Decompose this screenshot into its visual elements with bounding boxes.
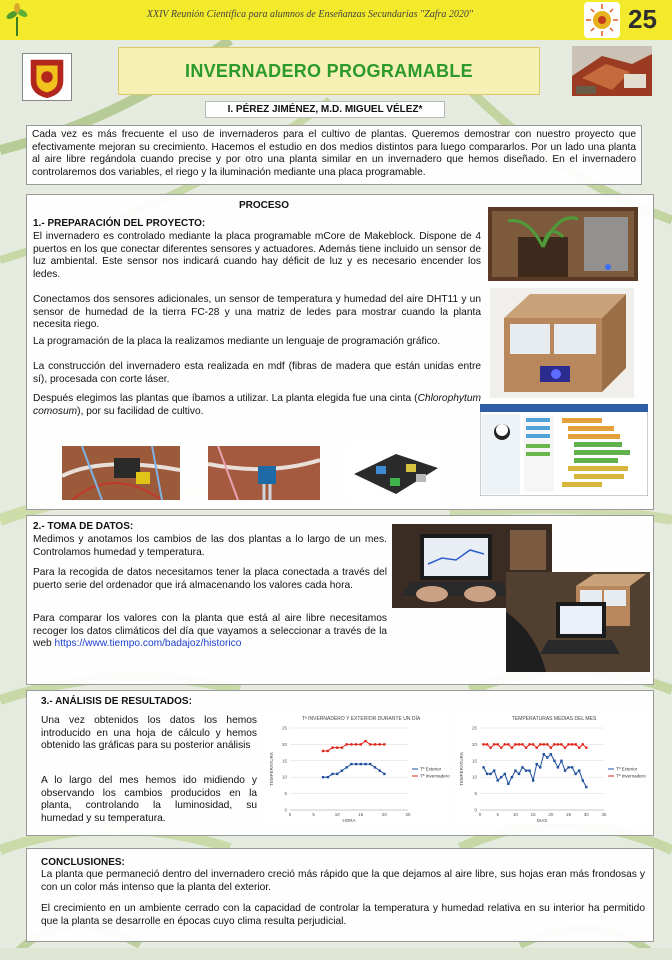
data-point — [327, 776, 329, 778]
data-collection-paragraph-1: Medimos y anotamos los cambios de las dos plantas a lo largo de un mes. Controlamos humedad y temperatura. — [33, 534, 387, 558]
data-point — [574, 773, 576, 775]
data-point — [369, 763, 371, 765]
y-tick-label: 0 — [284, 807, 287, 813]
x-tick-label: 10 — [512, 812, 518, 817]
sensor-wiring-photo-1 — [62, 446, 180, 500]
data-point — [331, 746, 333, 748]
data-point — [345, 743, 347, 745]
data-collection-paragraph-2: Para la recogida de datos necesitamos tener la placa conectada a través del puerto serie del ordenador que irá almacenando los valores cada hora. — [33, 567, 387, 591]
data-point — [364, 740, 366, 742]
intro-text: Cada vez es más frecuente el uso de invernaderos para el cultivo de plantas. Queremos demostrar con nuestro proyecto que efectivamente mejoran su crecimiento. Hacemos el estudio en dos medios distintos para luego compararlos. Por un lado una planta al aire libre regándola cuando precise y por otro una planta similar en un invernadero que hemos diseñado. En el invernadero controlaremos dos variables, el riego y la iluminación mediante una placa programable. — [32, 129, 636, 178]
x-tick-label: 5 — [496, 812, 499, 817]
data-point — [582, 779, 584, 781]
chart-title: Tª INVERNADERO Y EXTERIOR DURANTE UN DÍA — [301, 716, 421, 722]
data-point — [564, 769, 566, 771]
y-tick-label: 25 — [471, 725, 477, 731]
data-point — [369, 743, 371, 745]
y-tick-label: 15 — [471, 758, 477, 764]
event-name: XXIV Reunión Científica para alumnos de Enseñanzas Secundarias "Zafra 2020" — [146, 9, 474, 20]
legend-entry: Tª Invernadero — [616, 773, 646, 779]
data-point — [500, 776, 502, 778]
data-point — [504, 743, 506, 745]
x-tick-label: 30 — [583, 812, 589, 817]
laptop-greenhouse-photo-2 — [506, 572, 650, 672]
intro-section — [26, 125, 642, 185]
x-tick-label: 5 — [312, 812, 315, 817]
data-point — [582, 743, 584, 745]
preparation-paragraph-2: Conectamos dos sensores adicionales, un sensor de temperatura y humedad del aire DHT11 y un sensor de humedad de la tierra FC-28 y una matriz de ledes para mostrar cuando la planta necesita riego. — [33, 294, 481, 331]
data-point — [550, 753, 552, 755]
event-sun-logo-icon — [584, 2, 620, 38]
data-point — [345, 766, 347, 768]
data-point — [489, 746, 491, 748]
results-subheading: 3.- ANÁLISIS DE RESULTADOS: — [41, 696, 192, 707]
data-point — [383, 743, 385, 745]
results-paragraph-1: Una vez obtenidos los datos los hemos introducido en una hoja de cálculo y hemos obtenido las gráficas para su posterior análisis — [41, 715, 257, 752]
plant-logo-icon — [4, 3, 30, 37]
data-point — [564, 746, 566, 748]
data-point — [578, 769, 580, 771]
bottom-strip — [0, 948, 672, 960]
data-point — [578, 746, 580, 748]
weather-text: Para comparar los valores con la planta que está al aire libre necesitamos recoger los datos climáticos del día que vayamos a seleccionar a través de la web — [33, 613, 387, 650]
x-tick-label: 20 — [548, 812, 554, 817]
data-point — [528, 769, 530, 771]
data-point — [511, 746, 513, 748]
poster-title: INVERNADERO PROGRAMABLE — [185, 60, 473, 81]
data-point — [360, 743, 362, 745]
preparation-paragraph-5 — [33, 393, 481, 418]
school-logo-icon — [22, 53, 72, 101]
results-paragraph-2: A lo largo del mes hemos ido midiendo y observando los cambios producidos en la planta, controlando la luminosidad, su humedad y su temperatura. — [41, 775, 257, 824]
data-point — [518, 743, 520, 745]
data-point — [507, 743, 509, 745]
data-point — [567, 766, 569, 768]
data-point — [571, 766, 573, 768]
x-tick-label: 0 — [478, 812, 482, 817]
chart-title: TEMPERATURAS MEDIAS DEL MES — [511, 716, 597, 722]
preparation-paragraph-3: La programación de la placa la realizamos mediante un lenguaje de programación gráfico. — [33, 336, 441, 347]
preparation-paragraph-4: La construcción del invernadero esta realizada en mdf (fibras de madera que están unidas entre sí), procesada con corte láser. — [33, 361, 481, 385]
data-point — [486, 773, 488, 775]
preparation-paragraph-1: El invernadero es controlado mediante la placa programable mCore de Makeblock. Dispone de 4 puertos en los que conectar diferentes sensores y actuadores. Además tiene incluido un sensor de luz ambiental. Este sensor nos indicará cuando hay déficit de luz y es necesario encender los ledes. — [33, 231, 481, 280]
data-point — [511, 776, 513, 778]
process-heading: PROCESO — [239, 200, 290, 211]
conclusions-paragraph-2: El crecimiento en un ambiente cerrado con la capacidad de controlar la temperatura y humedad relativa en su interior ha permitido que la planta se desarrolle en épocas cuyo clima resulta perjudicial. — [41, 903, 645, 927]
x-tick-label: 25 — [566, 812, 572, 817]
data-point — [543, 753, 545, 755]
y-tick-label: 25 — [281, 725, 287, 731]
data-collection-subheading: 2.- TOMA DE DATOS: — [33, 521, 134, 532]
y-tick-label: 5 — [284, 791, 287, 797]
greenhouse-roof-photo — [572, 46, 652, 96]
data-point — [383, 773, 385, 775]
data-point — [553, 743, 555, 745]
data-point — [482, 743, 484, 745]
monthly-temperature-chart — [456, 712, 646, 824]
y-tick-label: 10 — [471, 774, 477, 780]
data-point — [331, 773, 333, 775]
y-axis-label: TEMPERATURA — [459, 752, 464, 786]
y-tick-label: 5 — [474, 791, 477, 797]
data-point — [493, 769, 495, 771]
data-point — [535, 746, 537, 748]
data-point — [514, 743, 516, 745]
data-point — [374, 743, 376, 745]
data-collection-paragraph-3 — [33, 613, 387, 651]
data-point — [546, 743, 548, 745]
daily-temperature-chart — [266, 712, 450, 824]
data-point — [378, 769, 380, 771]
data-point — [532, 743, 534, 745]
data-point — [585, 746, 587, 748]
data-point — [336, 746, 338, 748]
data-point — [327, 750, 329, 752]
data-point — [322, 776, 324, 778]
data-point — [521, 766, 523, 768]
data-point — [532, 779, 534, 781]
greenhouse-model-photo — [490, 288, 634, 398]
data-point — [355, 763, 357, 765]
data-point — [557, 766, 559, 768]
data-point — [539, 766, 541, 768]
y-tick-label: 15 — [281, 758, 287, 764]
data-point — [341, 769, 343, 771]
data-point — [514, 769, 516, 771]
data-point — [322, 750, 324, 752]
poster-title-box — [118, 47, 540, 95]
authors-box — [205, 101, 445, 118]
data-point — [585, 786, 587, 788]
authors: I. PÉREZ JIMÉNEZ, M.D. MIGUEL VÉLEZ* — [227, 104, 423, 115]
data-point — [553, 760, 555, 762]
data-point — [500, 746, 502, 748]
plant-text-before: Después elegimos las plantas que íbamos a utilizar. La planta elegida fue una cinta ( — [33, 393, 418, 404]
page-number: 25 — [628, 4, 657, 34]
data-point — [374, 766, 376, 768]
data-point — [521, 743, 523, 745]
mcore-board-photo — [346, 442, 444, 502]
data-point — [535, 763, 537, 765]
data-point — [525, 769, 527, 771]
y-tick-label: 0 — [474, 807, 477, 813]
greenhouse-plant-photo — [488, 207, 638, 281]
data-point — [525, 746, 527, 748]
x-tick-label: 35 — [601, 812, 607, 817]
x-axis-label: DIAS — [536, 818, 548, 823]
legend-entry: Tª Exterior — [420, 766, 442, 772]
x-tick-label: 15 — [530, 812, 536, 817]
data-point — [486, 743, 488, 745]
conclusions-section — [26, 848, 654, 942]
data-point — [493, 743, 495, 745]
data-point — [355, 743, 357, 745]
x-tick-label: 10 — [334, 812, 340, 817]
y-axis-label: TEMPERATURA — [269, 752, 274, 786]
plant-text-after: ), por su facilidad de cultivo. — [77, 405, 204, 417]
data-point — [557, 743, 559, 745]
data-point — [336, 773, 338, 775]
data-point — [497, 779, 499, 781]
x-tick-label: 25 — [405, 812, 411, 817]
data-point — [350, 763, 352, 765]
weather-link[interactable]: https://www.tiempo.com/badajoz/historico — [54, 638, 242, 650]
sensor-wiring-photo-2 — [208, 446, 320, 500]
data-point — [539, 743, 541, 745]
data-point — [360, 763, 362, 765]
x-axis-label: HORA — [342, 818, 356, 823]
plant-species: Chlorophytum comosum — [33, 393, 481, 417]
data-point — [543, 743, 545, 745]
data-point — [341, 746, 343, 748]
data-point — [489, 773, 491, 775]
data-point — [574, 743, 576, 745]
data-point — [507, 783, 509, 785]
y-tick-label: 10 — [281, 774, 287, 780]
data-point — [518, 773, 520, 775]
data-point — [528, 743, 530, 745]
data-point — [560, 743, 562, 745]
preparation-subheading: 1.- PREPARACIÓN DEL PROYECTO: — [33, 218, 206, 229]
legend-entry: Tª Invernadero — [420, 773, 450, 779]
data-point — [546, 756, 548, 758]
data-point — [550, 746, 552, 748]
legend-entry: Tª Exterior — [616, 766, 638, 772]
data-point — [504, 773, 506, 775]
data-point — [567, 743, 569, 745]
data-point — [571, 743, 573, 745]
data-point — [364, 763, 366, 765]
x-tick-label: 20 — [381, 812, 387, 817]
data-point — [378, 743, 380, 745]
data-point — [482, 766, 484, 768]
data-point — [560, 760, 562, 762]
data-point — [497, 743, 499, 745]
visual-programming-screenshot — [480, 404, 648, 496]
x-tick-label: 0 — [288, 812, 292, 817]
data-point — [350, 743, 352, 745]
y-tick-label: 20 — [471, 741, 477, 747]
y-tick-label: 20 — [281, 741, 287, 747]
conclusions-paragraph-1: La planta que permaneció dentro del invernadero creció más rápido que la que dejamos al aire libre, sus hojas eran más frondosas y con un color más intenso que la planta del exterior. — [41, 869, 645, 893]
conclusions-subheading: CONCLUSIONES: — [41, 857, 125, 868]
x-tick-label: 15 — [358, 812, 364, 817]
header-bar — [0, 0, 672, 40]
